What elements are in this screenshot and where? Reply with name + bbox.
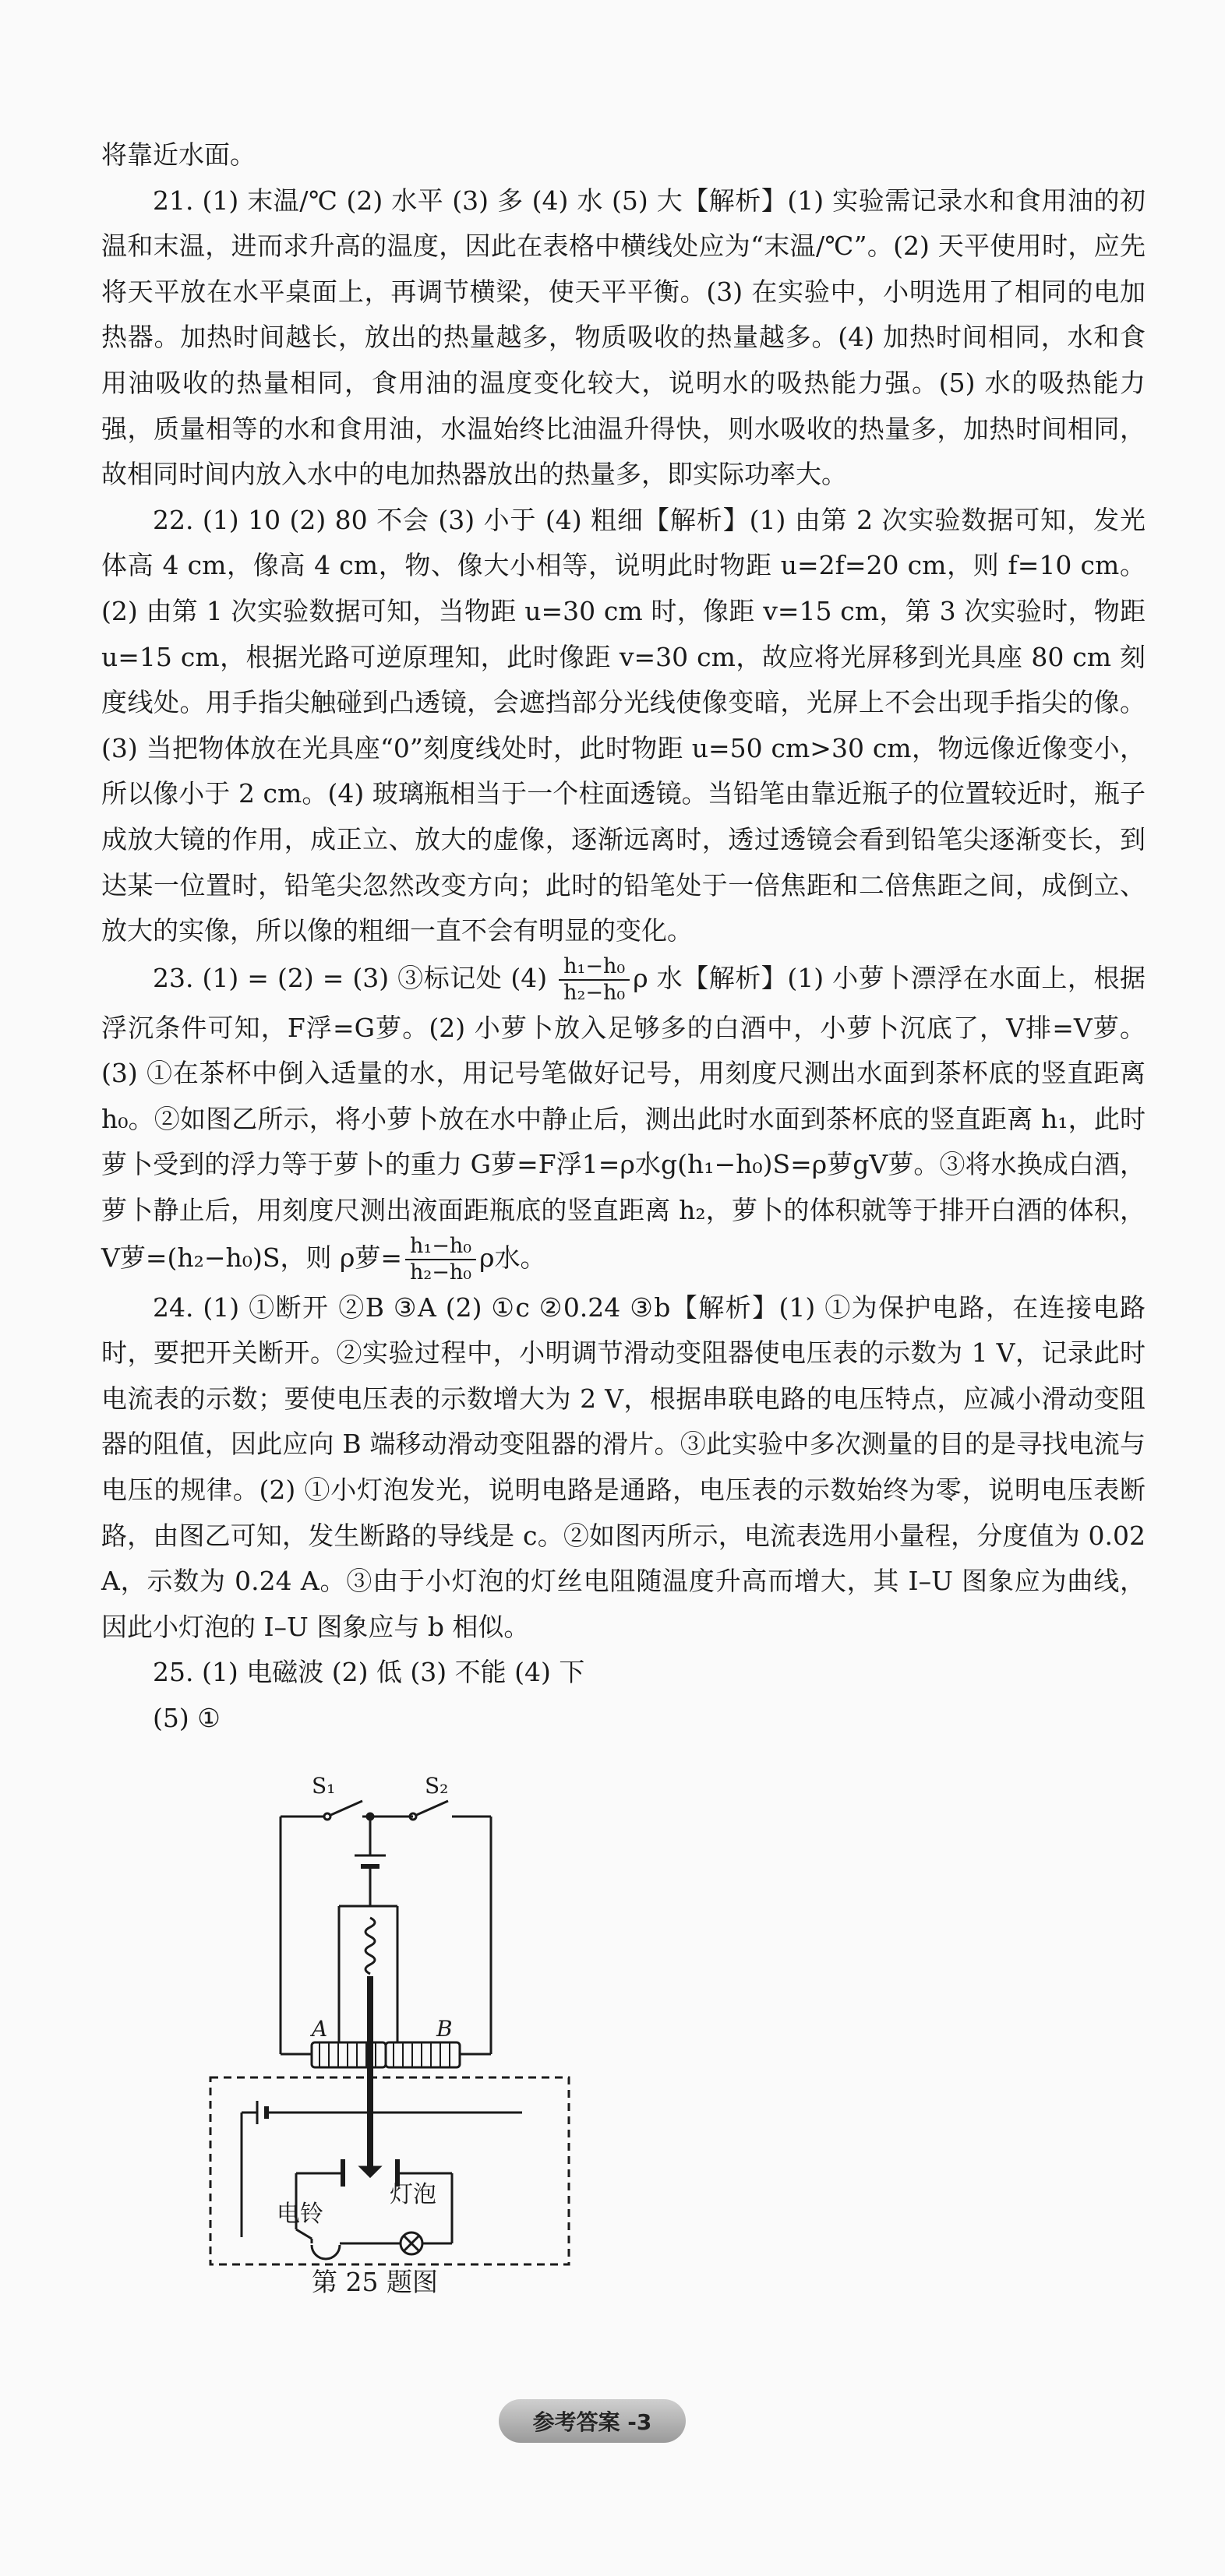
switch-s2: [410, 1801, 491, 1820]
bulb-icon: [340, 2229, 452, 2254]
paragraph-continuation: 将靠近水面。: [101, 139, 256, 170]
label-coil-a: A: [312, 2016, 328, 2042]
fraction-2-numerator: h₁−h₀: [405, 1234, 476, 1260]
answer-23-part3: ρ水。: [479, 1242, 546, 1273]
answer-21: 21. (1) 末温/℃ (2) 水平 (3) 多 (4) 水 (5) 大【解析】(1) 实验需记录水和食用油的初温和末温，进而求升高的温度，因此在表格中横线处应为“末温/℃”。(2) 天平使用时，应先将天平放在水平桌面上，再调节横梁，使天平平衡。(3) 在实验中，小明选用了相同的电加热器。加热时间越长，放出的热量越多，物质吸收的热量越多。(4) 加热时间相同，水和食用油吸收的热量相同，食用油的温度变化较大，说明水的吸热能力强。(5) 水的吸热能力强，质量相等的水和食用油，水温始终比油温升得快，则水吸收的热量多，加热时间相同，故相同时间内放入水中的电加热器放出的热量多，即实际功率大。: [101, 185, 1146, 490]
page-footer-badge: 参考答案 -3: [499, 2399, 686, 2443]
fraction-1-denominator: h₂−h₀: [563, 980, 626, 1005]
answer-23-part2: ρ 水【解析】(1) 小萝卜漂浮在水面上，根据浮沉条件可知，F浮=G萝。(2) 小萝卜放入足够多的白酒中，小萝卜沉底了，V排=V萝。(3) ①在茶杯中倒入适量的水，用记号笔做好记号，用刻度尺测出水面到茶杯底的竖直距离 h₀。②如图乙所示，将小萝卜放在水中静止后，测出此时水面到茶杯底的竖直距离 h₁，此时萝卜受到的浮力等于萝卜的重力 G萝=F浮1=ρ水g(h₁−h₀)S=ρ萝gV萝。③将水换成白酒，萝卜静止后，用刻度尺测出液面距瓶底的竖直距离 h₂，萝卜的体积就等于排开白酒的体积，V萝=(h₂−h₀)S，则 ρ萝=: [101, 962, 1146, 1273]
label-bulb: 灯泡: [390, 2181, 436, 2208]
label-s1: S₁: [312, 1773, 336, 1799]
answer-24: 24. (1) ①断开 ②B ③A (2) ①c ②0.24 ③b【解析】(1) ①为保护电路，在连接电路时，要把开关断开。②实验过程中，小明调节滑动变阻器使电压表的示数为 1 V，记录此时电流表的示数；要使电压表的示数增大为 2 V，根据串联电路的电压特点，应减小滑动变阻器的阻值，因此应向 B 端移动滑动变阻器的滑片。③此实验中多次测量的目的是寻找电流与电压的规律。(2) ①小灯泡发光，说明电路是通路，电压表的示数始终为零，说明电压表断路，由图乙可知，发生断路的导线是 c。②如图丙所示，电流表选用小量程，分度值为 0.02 A，示数为 0.24 A。③由于小灯泡的灯丝电阻随温度升高而增大，其 I–U 图象应为曲线，因此小灯泡的 I–U 图象应与 b 相似。: [101, 1292, 1146, 1642]
spring: [365, 1918, 375, 1974]
circuit-diagram: [195, 1762, 631, 2307]
figure-caption: 第 25 题图: [312, 2267, 438, 2297]
coil-b: [386, 2042, 460, 2067]
coil-a: [312, 2042, 386, 2067]
answer-23-part1: 23. (1) = (2) = (3) ③标记处 (4): [153, 962, 556, 993]
control-battery: [355, 1817, 386, 1906]
answer-23: [101, 954, 1146, 1285]
answer-25-part5: (5) ①: [153, 1703, 221, 1733]
bell-icon: [296, 2229, 340, 2259]
answer-25: 25. (1) 电磁波 (2) 低 (3) 不能 (4) 下: [153, 1657, 585, 1688]
label-s2: S₂: [425, 1773, 449, 1799]
fraction-2-denominator: h₂−h₀: [410, 1260, 472, 1284]
fraction-1-numerator: h₁−h₀: [559, 954, 630, 981]
label-coil-b: B: [436, 2016, 453, 2042]
switch-s1: [281, 1801, 362, 1820]
answer-text: [101, 132, 1146, 1742]
label-bell: 电铃: [277, 2201, 323, 2228]
answer-22: 22. (1) 10 (2) 80 不会 (3) 小于 (4) 粗细【解析】(1) 由第 2 次实验数据可知，发光体高 4 cm，像高 4 cm，物、像大小相等，说明此时物距 u=2f=20 cm，则 f=10 cm。(2) 由第 1 次实验数据可知，当物距 u=30 cm 时，像距 v=15 cm，第 3 次实验时，物距 u=15 cm，根据光路可逆原理知，此时像距 v=30 cm，故应将光屏移到光具座 80 cm 刻度线处。用手指尖触碰到凸透镜，会遮挡部分光线使像变暗，光屏上不会出现手指尖的像。(3) 当把物体放在光具座“0”刻度线处时，此时物距 u=50 cm>30 cm，物远像近像变小，所以像小于 2 cm。(4) 玻璃瓶相当于一个柱面透镜。当铅笔由靠近瓶子的位置较近时，瓶子成放大镜的作用，成正立、放大的虚像，逐渐远离时，透过透镜会看到铅笔尖逐渐变长，到达某一位置时，铅笔尖忽然改变方向；此时的铅笔处于一倍焦距和二倍焦距之间，成倒立、放大的实像，所以像的粗细一直不会有明显的变化。: [101, 504, 1146, 946]
dashed-enclosure: [210, 2077, 569, 2264]
fraction-1: [559, 954, 630, 1006]
fraction-2: [405, 1234, 476, 1285]
